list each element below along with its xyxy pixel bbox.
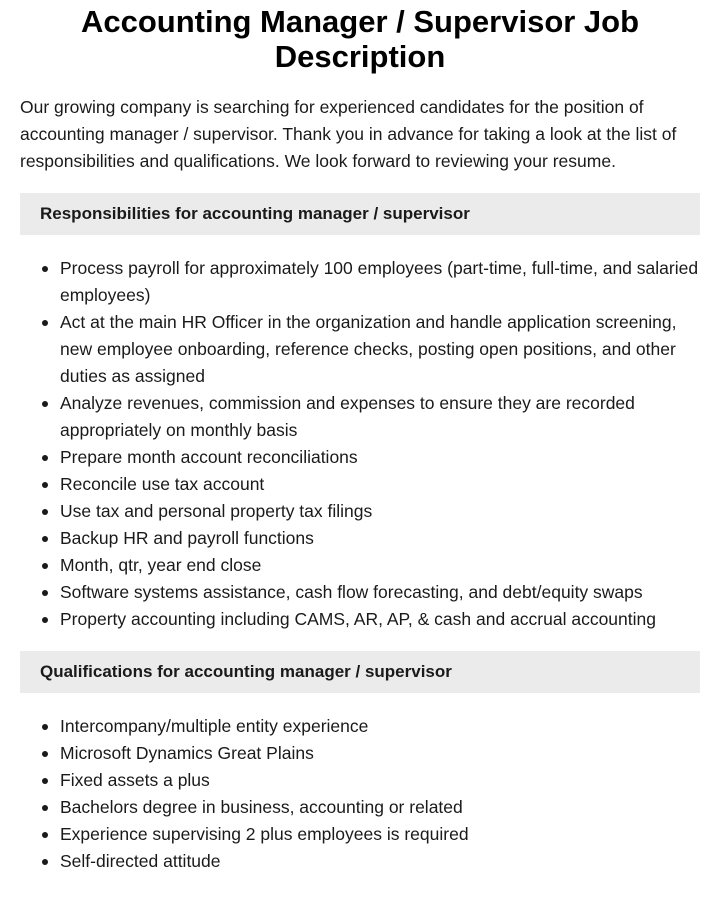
list-item: Analyze revenues, commission and expenses to ensure they are recorded appropriately on monthly basis bbox=[20, 390, 700, 444]
bullet-icon bbox=[42, 401, 48, 407]
bullet-icon bbox=[42, 320, 48, 326]
intro-paragraph: Our growing company is searching for experienced candidates for the position of accounting manager / supervisor. Thank you in advance for taking a look at the list of responsibilities and qualifications. We look forward to reviewing your resume. bbox=[20, 97, 677, 171]
bullet-icon bbox=[42, 617, 48, 623]
list-item: Microsoft Dynamics Great Plains bbox=[20, 740, 700, 767]
bullet-icon bbox=[42, 590, 48, 596]
job-description-page bbox=[0, 4, 720, 875]
list-item: Process payroll for approximately 100 employees (part-time, full-time, and salaried employees) bbox=[20, 255, 700, 309]
bullet-icon bbox=[42, 724, 48, 730]
qualifications-list bbox=[20, 713, 700, 875]
list-item: Property accounting including CAMS, AR, AP, & cash and accrual accounting bbox=[20, 606, 700, 633]
page-title: Accounting Manager / Supervisor Job Description bbox=[80, 4, 640, 74]
qualifications-heading: Qualifications for accounting manager / supervisor bbox=[20, 651, 700, 693]
bullet-icon bbox=[42, 832, 48, 838]
list-item: Bachelors degree in business, accounting or related bbox=[20, 794, 700, 821]
list-item: Intercompany/multiple entity experience bbox=[20, 713, 700, 740]
bullet-icon bbox=[42, 455, 48, 461]
bullet-icon bbox=[42, 266, 48, 272]
list-item: Software systems assistance, cash flow forecasting, and debt/equity swaps bbox=[20, 579, 700, 606]
bullet-icon bbox=[42, 563, 48, 569]
list-item: Prepare month account reconciliations bbox=[20, 444, 700, 471]
list-item: Self-directed attitude bbox=[20, 848, 700, 875]
bullet-icon bbox=[42, 778, 48, 784]
list-item: Backup HR and payroll functions bbox=[20, 525, 700, 552]
list-item: Reconcile use tax account bbox=[20, 471, 700, 498]
responsibilities-list bbox=[20, 255, 700, 633]
bullet-icon bbox=[42, 482, 48, 488]
bullet-icon bbox=[42, 509, 48, 515]
list-item: Act at the main HR Officer in the organization and handle application screening, new employee onboarding, reference checks, posting open positions, and other duties as assigned bbox=[20, 309, 700, 390]
bullet-icon bbox=[42, 859, 48, 865]
list-item: Experience supervising 2 plus employees is required bbox=[20, 821, 700, 848]
bullet-icon bbox=[42, 751, 48, 757]
bullet-icon bbox=[42, 805, 48, 811]
bullet-icon bbox=[42, 536, 48, 542]
list-item: Fixed assets a plus bbox=[20, 767, 700, 794]
list-item: Use tax and personal property tax filings bbox=[20, 498, 700, 525]
responsibilities-heading: Responsibilities for accounting manager / supervisor bbox=[20, 193, 700, 235]
list-item: Month, qtr, year end close bbox=[20, 552, 700, 579]
